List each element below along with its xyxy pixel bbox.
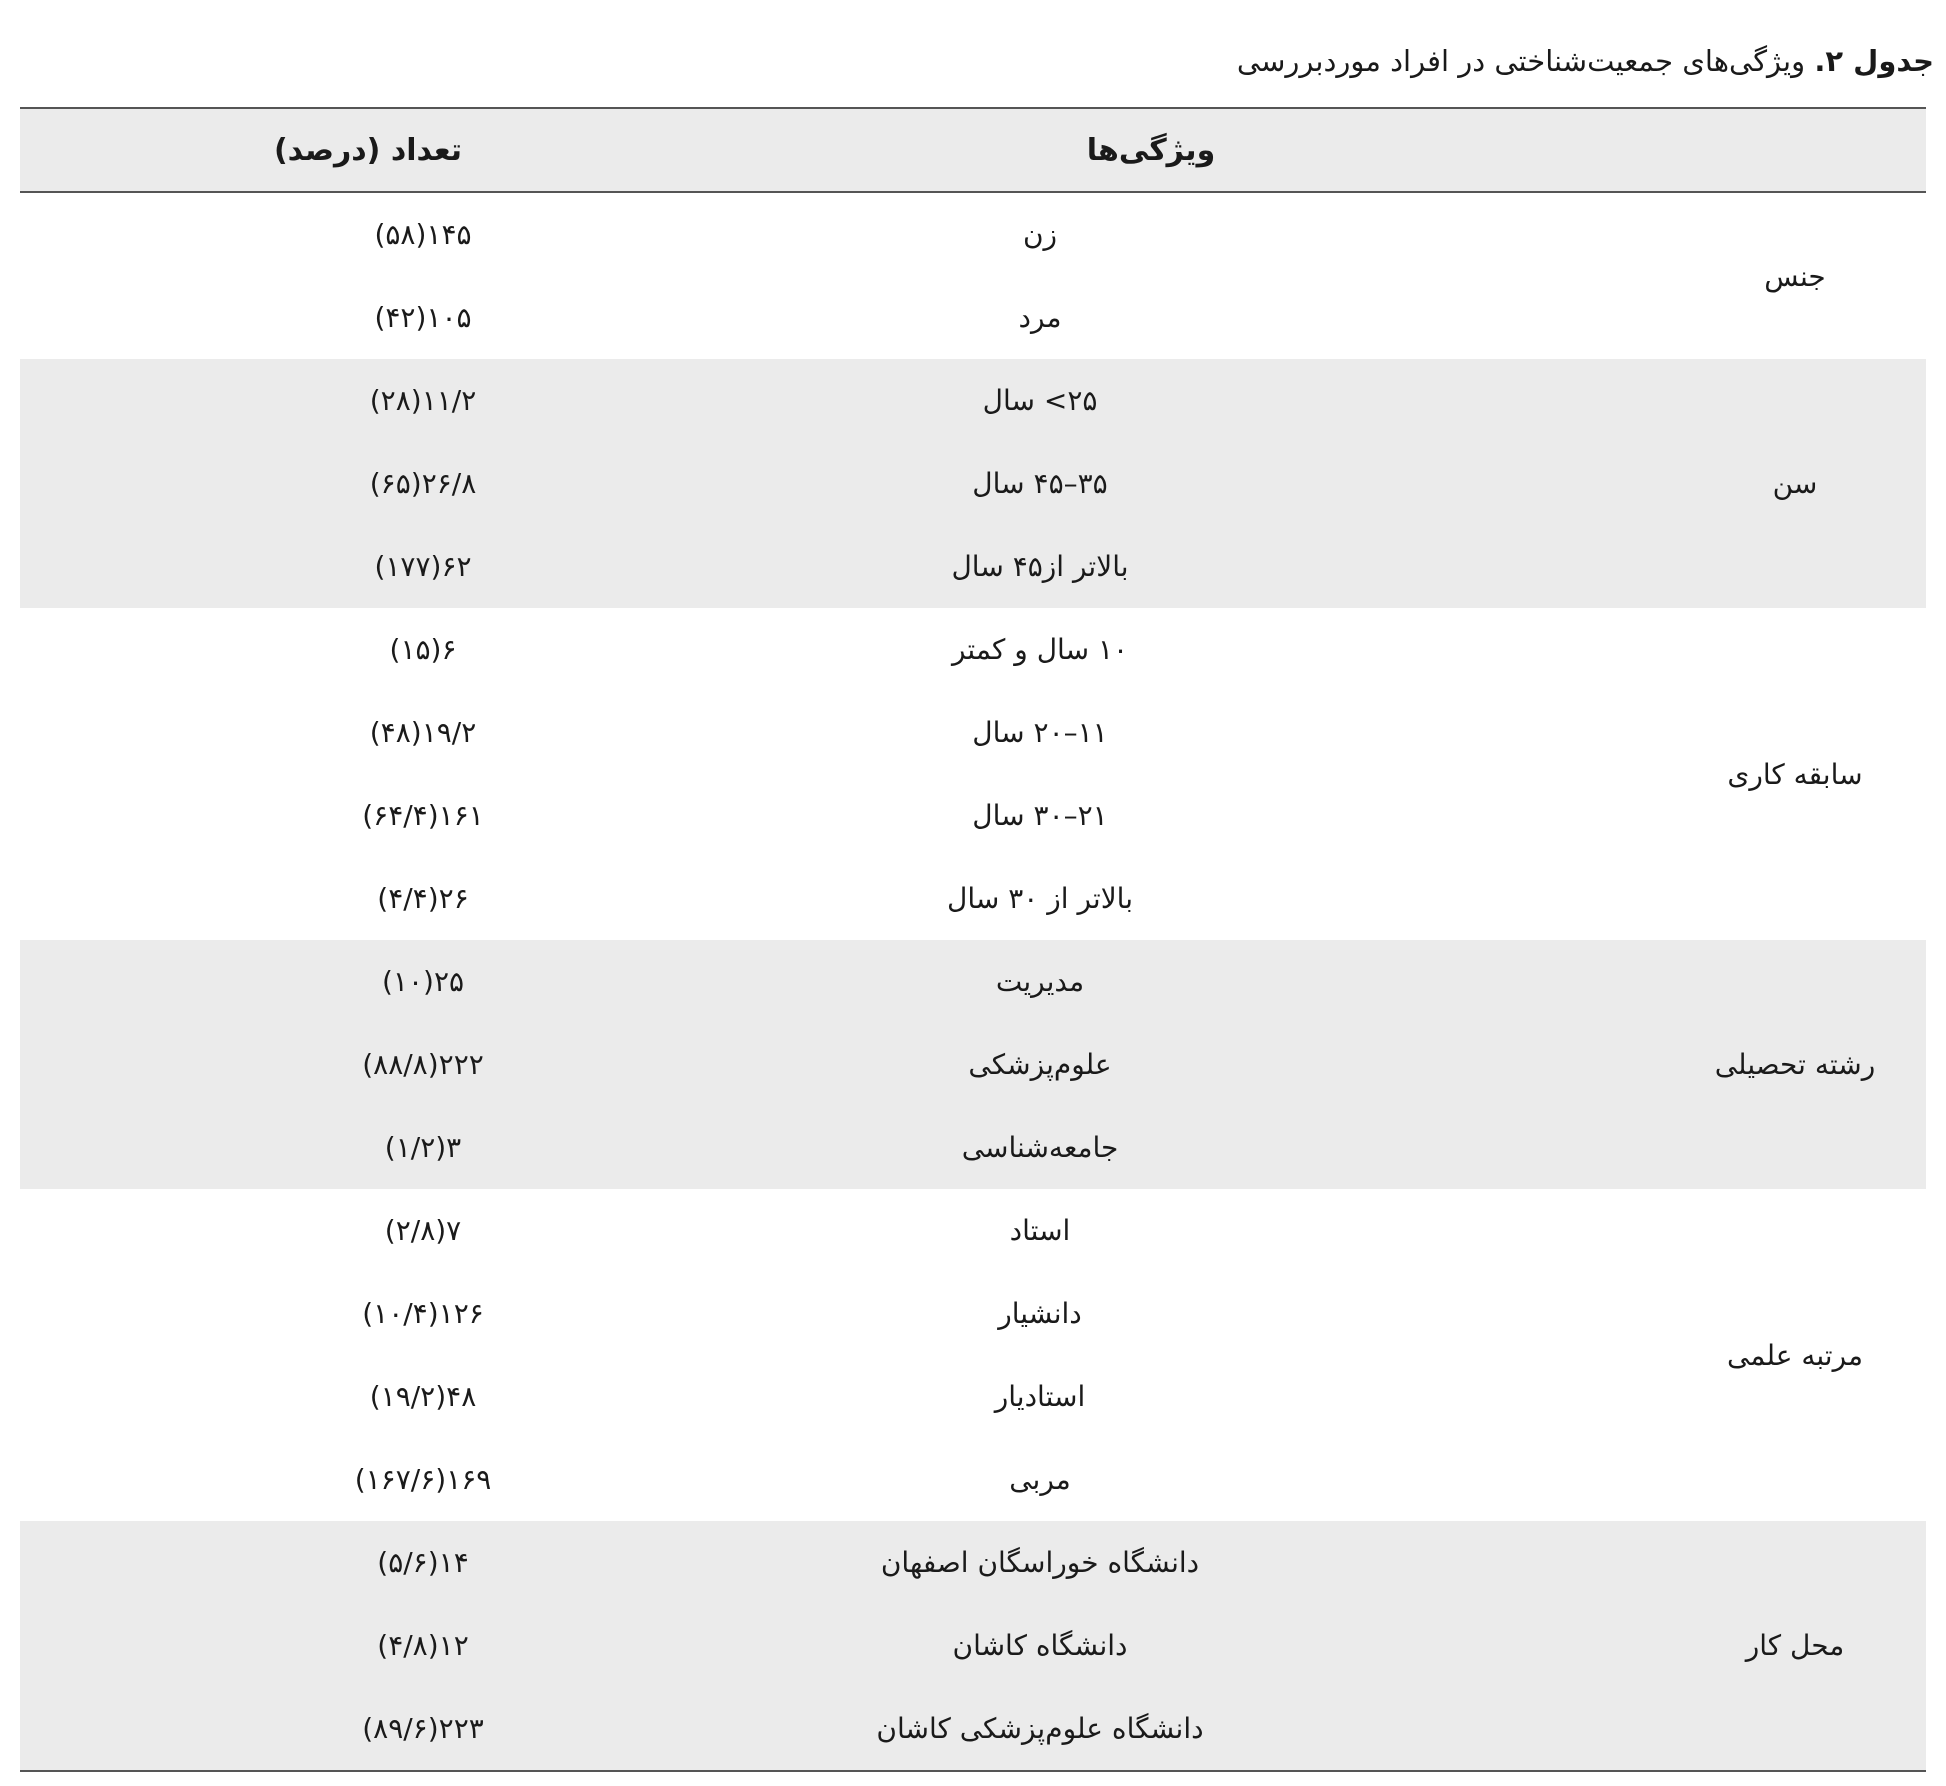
row-label: ۳۵–۴۵ سال: [972, 467, 1108, 500]
row-label: مرد: [1018, 301, 1062, 334]
row-value: ۲۶(۴/۴): [377, 882, 469, 915]
row-value: ۱۲۶(۱۰/۴): [362, 1297, 484, 1330]
caption-label: جدول ۲.: [1814, 44, 1934, 78]
row-label: دانشگاه علوم‌پزشکی کاشان: [716, 1687, 1624, 1771]
table-header: [20, 108, 1926, 192]
row-label: ۱۰ سال و کمتر: [951, 633, 1129, 666]
category-label: جنس: [1764, 259, 1826, 293]
row-value: ۱۲(۴/۸): [377, 1629, 469, 1662]
category-label: سابقه کاری: [1727, 757, 1863, 791]
row-value: ۱۹/۲(۴۸): [369, 716, 477, 749]
table-row: [20, 608, 1926, 691]
group-work-experience: [20, 608, 1926, 940]
header-count: تعداد (درصد): [20, 108, 716, 192]
row-value: ۶۲(۱۷۷): [374, 550, 472, 583]
row-label: دانشیار: [998, 1297, 1082, 1330]
row-value: ۱۰۵(۴۲): [374, 301, 472, 334]
row-value: ۲۵(۱۰): [381, 965, 465, 998]
row-value: ۲۲۲(۸۸/۸): [362, 1048, 484, 1081]
row-value: ۲۲۳(۸۹/۶): [20, 1687, 716, 1771]
header-characteristic: ویژگی‌ها: [716, 108, 1926, 192]
group-gender: [20, 192, 1926, 359]
row-value: ۱۴(۵/۶): [377, 1546, 469, 1579]
row-label: مدیریت: [995, 965, 1085, 998]
header-row: [20, 108, 1926, 192]
group-field-of-study: [20, 940, 1926, 1189]
category-label: سن: [1772, 467, 1818, 500]
row-label: مربی: [1009, 1463, 1071, 1496]
row-value: ۱۶۱(۶۴/۴): [362, 799, 484, 832]
row-value: ۷(۲/۸): [384, 1214, 462, 1247]
row-value: ۴۸(۱۹/۲): [369, 1380, 477, 1413]
row-label: بالاتر از۴۵ سال: [951, 550, 1129, 583]
demographics-table: [20, 107, 1926, 1772]
row-label: استادیار: [994, 1380, 1086, 1413]
row-value: ۳(۱/۲): [384, 1131, 462, 1164]
category-label: مرتبه علمی: [1726, 1338, 1864, 1372]
table-row: [20, 1189, 1926, 1272]
group-workplace: [20, 1521, 1926, 1771]
table-row: [20, 359, 1926, 442]
row-label: ۲۵> سال: [982, 384, 1098, 417]
row-label: ۱۱–۲۰ سال: [972, 716, 1108, 749]
row-value: ۲۶/۸(۶۵): [369, 467, 477, 500]
table-row: [20, 1521, 1926, 1604]
row-value: ۱۶۹(۱۶۷/۶): [354, 1463, 492, 1496]
row-label: ۲۱–۳۰ سال: [972, 799, 1108, 832]
row-label: دانشگاه کاشان: [952, 1629, 1128, 1662]
category-label: رشته تحصیلی: [1714, 1048, 1876, 1081]
group-age: [20, 359, 1926, 608]
row-value: ۱۴۵(۵۸): [374, 218, 472, 251]
table-row: [20, 192, 1926, 276]
row-value: ۶(۱۵): [389, 633, 457, 666]
row-label: بالاتر از ۳۰ سال: [947, 882, 1133, 915]
table-caption: [12, 36, 1934, 86]
table-row: [20, 940, 1926, 1023]
row-value: ۱۱/۲(۲۸): [369, 384, 477, 417]
category-label: محل کار: [1624, 1521, 1926, 1771]
row-label: استاد: [1009, 1214, 1071, 1247]
row-label: دانشگاه خوراسگان اصفهان: [880, 1546, 1200, 1579]
caption-text: ویژگی‌های جمعیت‌شناختی در افراد موردبررسی: [1236, 44, 1815, 78]
row-label: علوم‌پزشکی: [968, 1048, 1112, 1081]
group-academic-rank: [20, 1189, 1926, 1521]
row-label: زن: [1022, 218, 1058, 251]
row-label: جامعه‌شناسی: [961, 1131, 1119, 1164]
